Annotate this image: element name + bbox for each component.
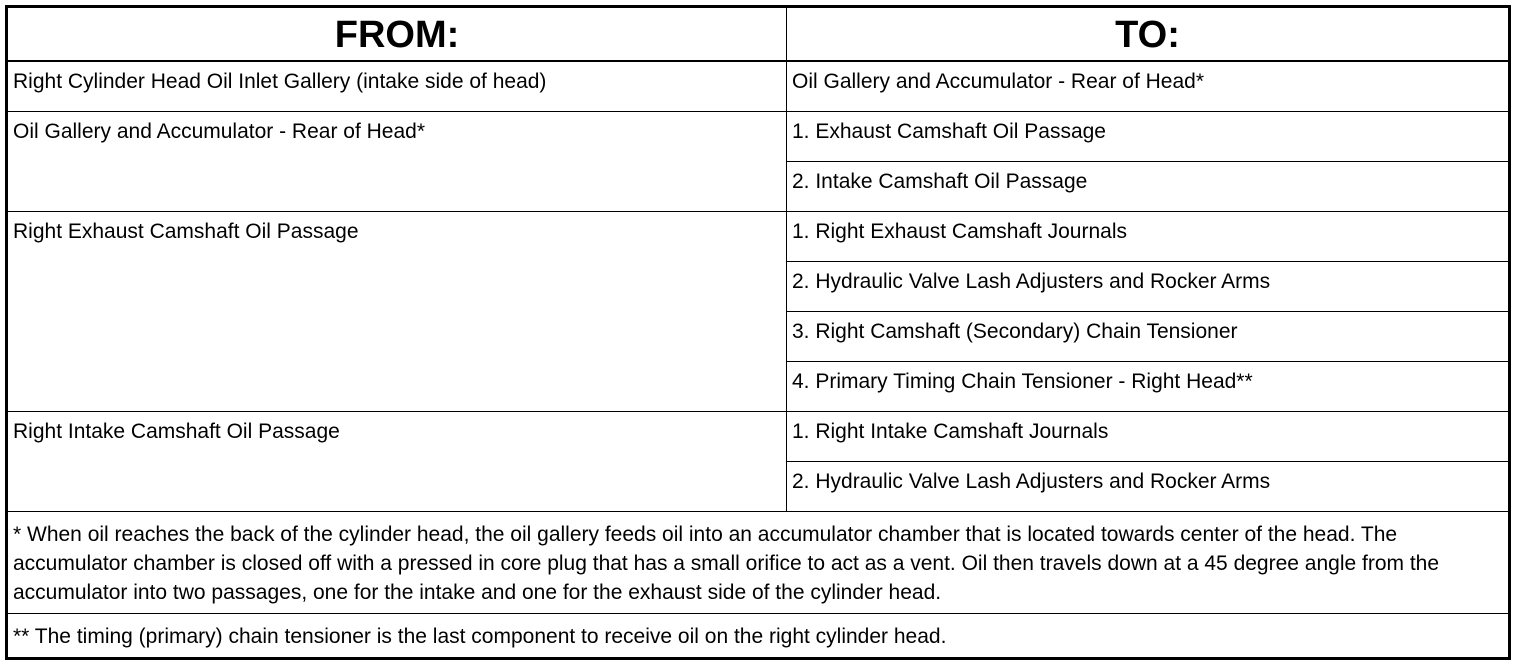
table-row bbox=[7, 112, 1510, 162]
table-row bbox=[7, 412, 1510, 462]
to-cell: 1. Right Intake Camshaft Journals bbox=[787, 412, 1510, 462]
to-cell: 1. Right Exhaust Camshaft Journals bbox=[787, 212, 1510, 262]
footnote-timing-tensioner: ** The timing (primary) chain tensioner is the last component to receive oil on the right cylinder head. bbox=[7, 614, 1510, 659]
from-cell: Right Exhaust Camshaft Oil Passage bbox=[7, 212, 787, 412]
table-row bbox=[7, 61, 1510, 112]
from-cell: Right Cylinder Head Oil Inlet Gallery (intake side of head) bbox=[7, 61, 787, 112]
to-cell: 2. Intake Camshaft Oil Passage bbox=[787, 162, 1510, 212]
table-row bbox=[7, 212, 1510, 262]
to-cell: 2. Hydraulic Valve Lash Adjusters and Rocker Arms bbox=[787, 462, 1510, 512]
to-cell: 1. Exhaust Camshaft Oil Passage bbox=[787, 112, 1510, 162]
footnote-row bbox=[7, 614, 1510, 659]
from-cell: Right Intake Camshaft Oil Passage bbox=[7, 412, 787, 512]
footnote-row bbox=[7, 512, 1510, 614]
to-cell: Oil Gallery and Accumulator - Rear of Head* bbox=[787, 61, 1510, 112]
to-cell: 2. Hydraulic Valve Lash Adjusters and Rocker Arms bbox=[787, 262, 1510, 312]
footnote-accumulator: * When oil reaches the back of the cylinder head, the oil gallery feeds oil into an accumulator chamber that is located towards center of the head. The accumulator chamber is closed off with a pressed in core plug that has a small orifice to act as a vent. Oil then travels down at a 45 degree angle from the accumulator into two passages, one for the intake and one for the exhaust side of the cylinder head. bbox=[7, 512, 1510, 614]
header-row bbox=[7, 7, 1510, 62]
from-cell: Oil Gallery and Accumulator - Rear of Head* bbox=[7, 112, 787, 212]
to-cell: 3. Right Camshaft (Secondary) Chain Tensioner bbox=[787, 312, 1510, 362]
oil-flow-table bbox=[5, 5, 1511, 660]
to-header: TO: bbox=[787, 7, 1510, 62]
to-cell: 4. Primary Timing Chain Tensioner - Right Head** bbox=[787, 362, 1510, 412]
from-header: FROM: bbox=[7, 7, 787, 62]
